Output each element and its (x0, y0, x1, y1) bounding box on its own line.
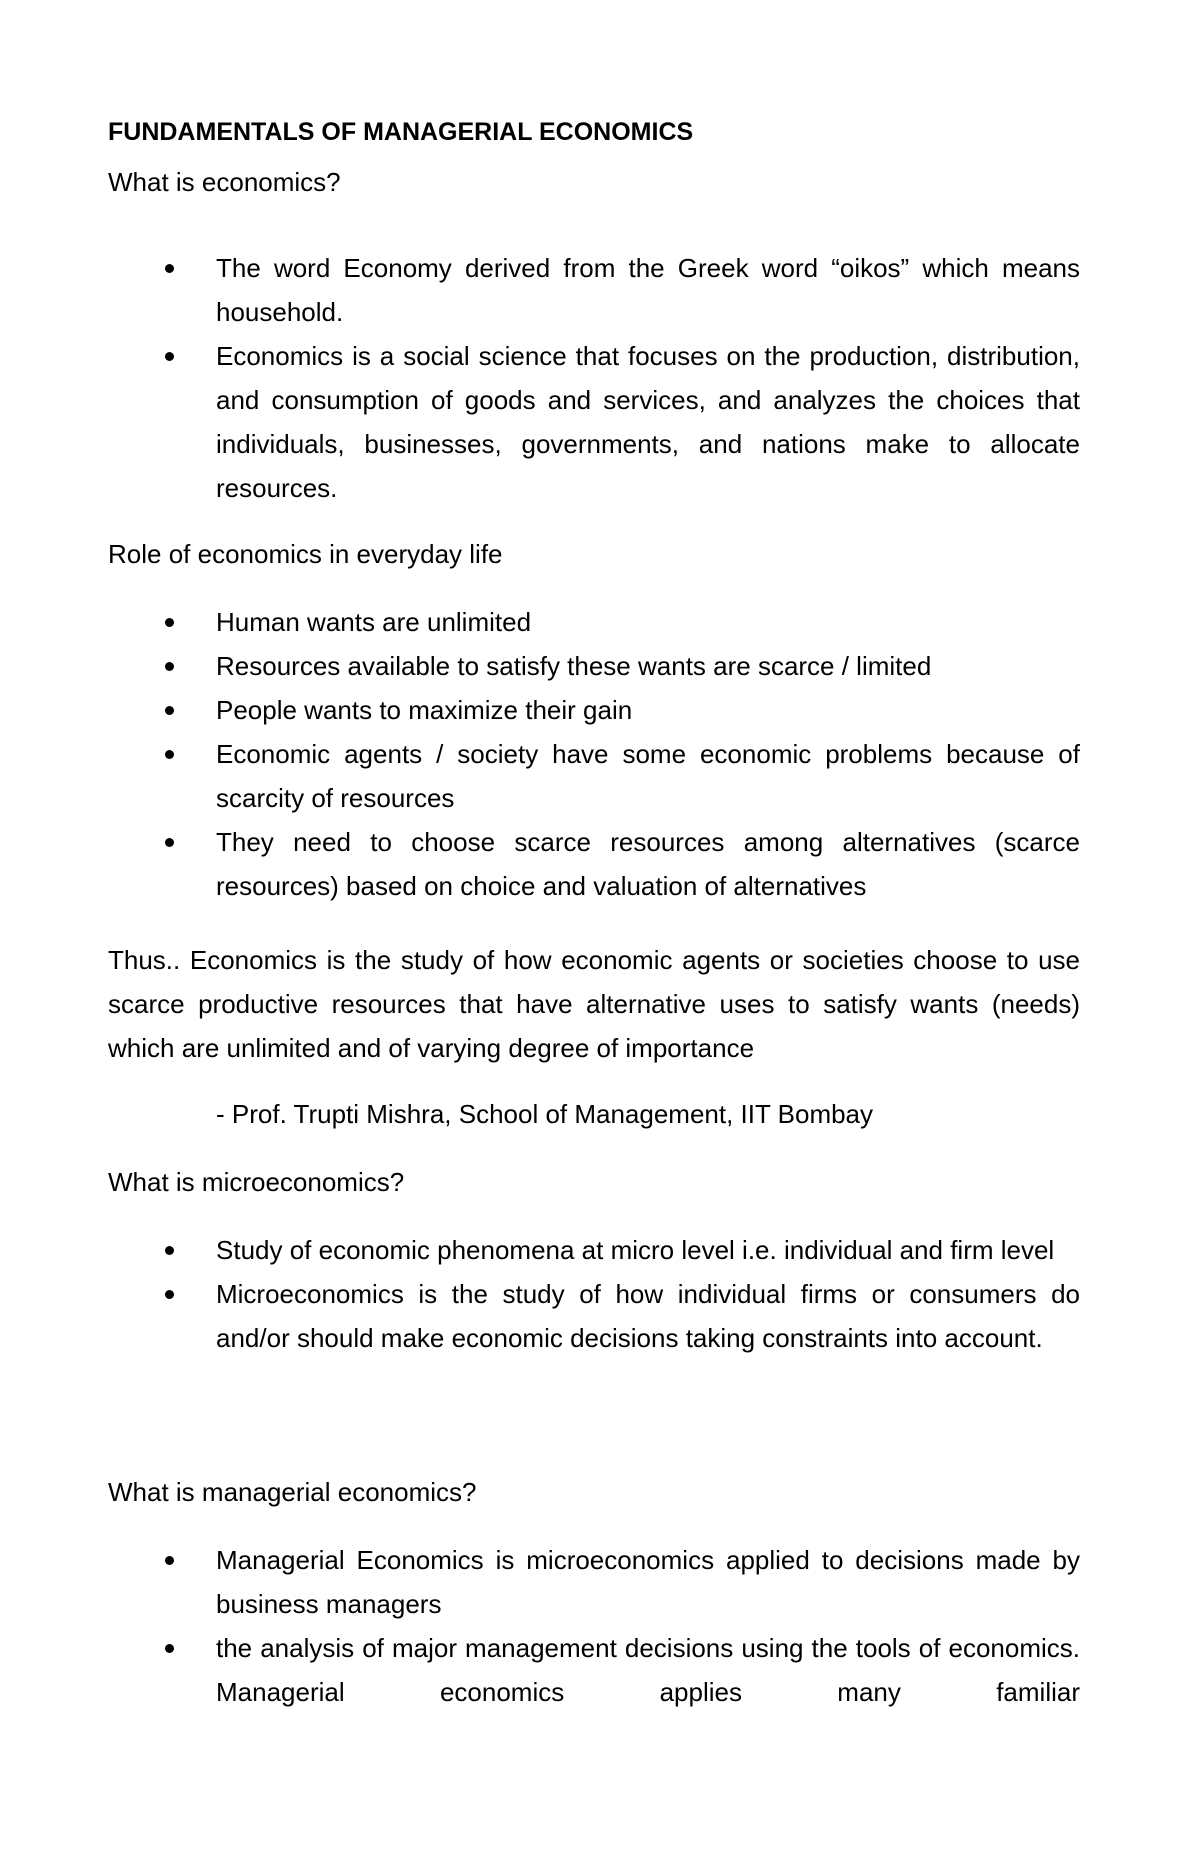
bullet-icon (165, 662, 174, 671)
list-item: People wants to maximize their gain (108, 688, 1080, 732)
list-item: Economic agents / society have some economic problems because of scarcity of resources (108, 732, 1080, 820)
summary-paragraph: Thus.. Economics is the study of how economic agents or societies choose to use scarce productive resources that have alternative uses to satisfy wants (needs) which are unlimited and of varying degree of importance (108, 945, 1080, 1063)
bullet-icon (165, 706, 174, 715)
bullet-icon (165, 750, 174, 759)
bullet-icon (165, 1556, 174, 1565)
list-item: Economics is a social science that focuses on the production, distribution, and consumption of goods and services, and analyzes the choices that individuals, businesses, governments, and nations make to allocate resources. (108, 334, 1080, 510)
heading-what-is-economics: What is economics? (108, 167, 341, 197)
list-managerial-economics (108, 1538, 1080, 1714)
heading-microeconomics: What is microeconomics? (108, 1167, 405, 1197)
bullet-icon (165, 1246, 174, 1255)
list-item: Resources available to satisfy these wants are scarce / limited (108, 644, 1080, 688)
list-microeconomics (108, 1228, 1080, 1360)
list-item: Microeconomics is the study of how individual firms or consumers do and/or should make economic decisions taking constraints into account. (108, 1272, 1080, 1360)
list-item: The word Economy derived from the Greek word “oikos” which means household. (108, 246, 1080, 334)
attribution: - Prof. Trupti Mishra, School of Management, IIT Bombay (216, 1099, 874, 1129)
bullet-icon (165, 618, 174, 627)
list-item: Managerial Economics is microeconomics applied to decisions made by business managers (108, 1538, 1080, 1626)
list-item: Study of economic phenomena at micro level i.e. individual and firm level (108, 1228, 1080, 1272)
list-item: the analysis of major management decisions using the tools of economics. Managerial economics applies many familiar (108, 1626, 1080, 1714)
list-what-is-economics (108, 246, 1080, 510)
bullet-icon (165, 1290, 174, 1299)
bullet-icon (165, 838, 174, 847)
bullet-icon (165, 1644, 174, 1653)
document-title: FUNDAMENTALS OF MANAGERIAL ECONOMICS (108, 118, 694, 146)
list-item: They need to choose scarce resources among alternatives (scarce resources) based on choice and valuation of alternatives (108, 820, 1080, 908)
bullet-icon (165, 352, 174, 361)
heading-role-of-economics: Role of economics in everyday life (108, 539, 503, 569)
list-role-of-economics (108, 600, 1080, 908)
list-item: Human wants are unlimited (108, 600, 1080, 644)
bullet-icon (165, 264, 174, 273)
heading-managerial-economics: What is managerial economics? (108, 1477, 477, 1507)
